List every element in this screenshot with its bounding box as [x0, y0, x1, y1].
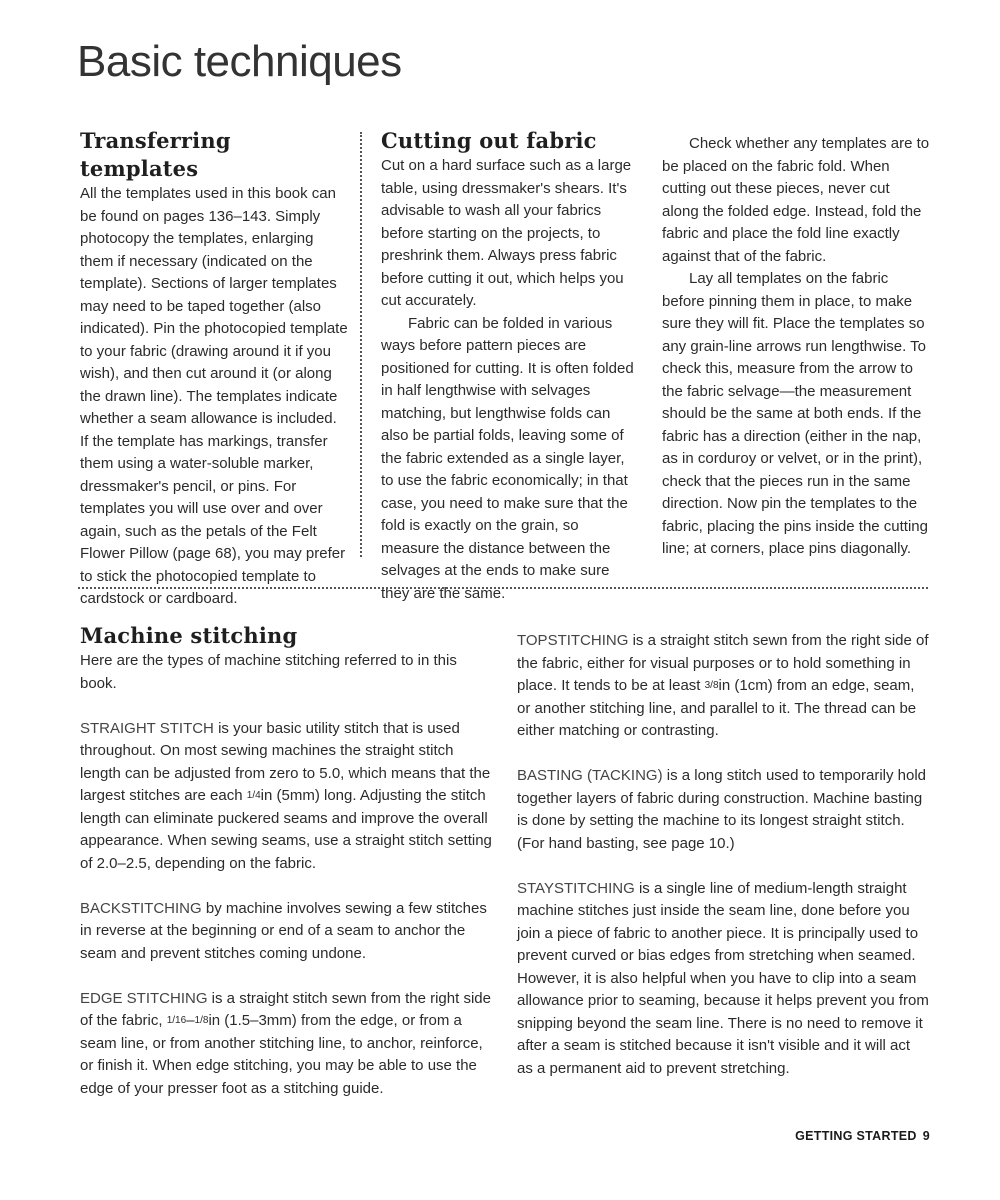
edge-stitching-fraction-2: 1/8: [194, 1015, 209, 1026]
cutting-paragraph-1: Cut on a hard surface such as a large table, using dressmaker's shears. It's advisable to wash all your fabrics before starting on the projects, to preshrink them. Always press fabric before cutting it out, which helps you cut accurately.: [381, 157, 632, 309]
topstitching-fraction: 3/8: [704, 680, 719, 691]
staystitching-text: is a single line of medium-length straight machine stitches just inside the seam line, done before you join a piece of fabric to another piece. It is principally used to prevent curved or bias edges from stretching when seamed. However, it is also helpful when you have to clip into a seam allowance prior to seaming, because it helps prevent you from snipping beyond the seam line. There is no need to remove it after a seam is stitched because it isn't visible and it will act as a permanent aid to prevent stretching.: [517, 879, 929, 1077]
cutting-out-fabric-heading: Cutting out fabric: [381, 128, 597, 153]
backstitching-term: BACKSTITCHING: [80, 899, 202, 917]
straight-stitch-fraction: 1/4: [246, 790, 261, 801]
backstitching-paragraph: [80, 898, 492, 966]
machine-stitching-continued: [517, 630, 929, 1080]
basting-text: is a long stitch used to temporarily hold together layers of fabric during construction. Machine basting is done by setting the machine to its longest straight stitch. (For hand basting, see page 10.): [517, 767, 927, 852]
edge-stitching-paragraph: [80, 988, 492, 1101]
edge-stitching-text-b: in (1.5–3mm) from the edge, or from a seam line, or from another stitching line, to anchor, reinforce, or finish it. When edge stitching, you may be able to use the edge of your presser foot as a stitching guide.: [80, 1012, 483, 1097]
basting-term: BASTING (TACKING): [517, 767, 663, 784]
topstitching-text-b: in (1cm) from an edge, seam, or another stitching line, and parallel to it. The thread can be either matching or contrasting.: [517, 677, 917, 739]
staystitching-term: STAYSTITCHING: [517, 879, 635, 897]
section-divider: [78, 587, 928, 589]
machine-stitching-section: [80, 622, 492, 1100]
edge-stitching-text-a: is a straight stitch sewn from the right side of the fabric,: [80, 989, 491, 1029]
cutting-continued-column: [662, 133, 930, 561]
basting-paragraph: [517, 765, 929, 855]
transferring-templates-heading: Transferring templates: [80, 128, 231, 181]
straight-stitch-text-a: is your basic utility stitch that is used throughout. On most sewing machines the straight stitch length can be adjusted from zero to 5.0, which means that the largest stitches are each: [80, 719, 491, 804]
straight-stitch-term: STRAIGHT STITCH: [80, 719, 214, 737]
column-divider: [360, 132, 362, 557]
page-title: Basic techniques: [77, 37, 402, 86]
topstitching-paragraph: [517, 630, 929, 743]
topstitching-term: TOPSTITCHING: [517, 632, 629, 649]
straight-stitch-text-b: in (5mm) long. Adjusting the stitch length can eliminate puckered seams and improve the overall appearance. When sewing seams, use a straight stitch setting of 2.0–2.5, depending on the fabric.: [80, 787, 492, 872]
cutting-paragraph-3: Check whether any templates are to be placed on the fabric fold. When cutting out these pieces, never cut along the folded edge. Instead, fold the fabric and place the fold line exactly against that of the fabric.: [662, 135, 930, 265]
straight-stitch-paragraph: [80, 718, 492, 876]
page-number: 9: [922, 1129, 930, 1143]
machine-stitching-heading: Machine stitching: [80, 623, 298, 648]
cutting-paragraph-4: Lay all templates on the fabric before pinning them in place, to make sure they will fit. Place the templates so any grain-line arrows run lengthwise. To check this, measure from the arrow to the fabric selvage—the measurement should be the same at both ends. If the fabric has a direction (either in the nap, as in corduroy or velvet, or in the print), check that the pieces run in the same direction. Now pin the templates to the fabric, placing the pins inside the cutting line; at corners, place pins diagonally.: [662, 270, 928, 557]
edge-stitching-dash: –: [186, 1012, 195, 1029]
footer-section-name: GETTING STARTED: [795, 1129, 917, 1143]
transferring-templates-body: All the templates used in this book can be found on pages 136–143. Simply photocopy the templates, enlarging them if necessary (indicated on the template). Sections of larger templates may need to be taped together (also indicated). Pin the photocopied template to your fabric (drawing around it if you wish), and then cut around it (or along the drawn line). The templates indicate whether a seam allowance is included. If the template has markings, transfer them using a water-soluble marker, dressmaker's pencil, or pins. For templates you will use over and over again, such as the petals of the Felt Flower Pillow (page 68), you may prefer to stick the photocopied template to cardstock or cardboard.: [80, 185, 348, 607]
topstitching-text-a: is a straight stitch sewn from the right side of the fabric, either for visual purposes or to hold something in place. It tends to be at least: [517, 632, 929, 694]
cutting-paragraph-2: Fabric can be folded in various ways before pattern pieces are positioned for cutting. It is often folded in half lengthwise with selvages matching, but lengthwise folds can also be partial folds, leaving some of the fabric extended as a single layer, to use the fabric economically; in that case, you need to make sure that the fold is exactly on the grain, so measure the distance between the selvages at the ends to make sure they are the same.: [381, 314, 634, 602]
transferring-templates-section: [80, 127, 348, 611]
machine-stitching-intro: Here are the types of machine stitching referred to in this book.: [80, 652, 457, 692]
edge-stitching-term: EDGE STITCHING: [80, 989, 208, 1007]
backstitching-text: by machine involves sewing a few stitches in reverse at the beginning or end of a seam to anchor the seam and prevent stitches coming undone.: [80, 899, 487, 962]
page-footer: [795, 1129, 930, 1143]
staystitching-paragraph: [517, 878, 929, 1081]
edge-stitching-fraction-1: 1/16: [166, 1015, 187, 1026]
cutting-out-fabric-section: [381, 127, 641, 605]
